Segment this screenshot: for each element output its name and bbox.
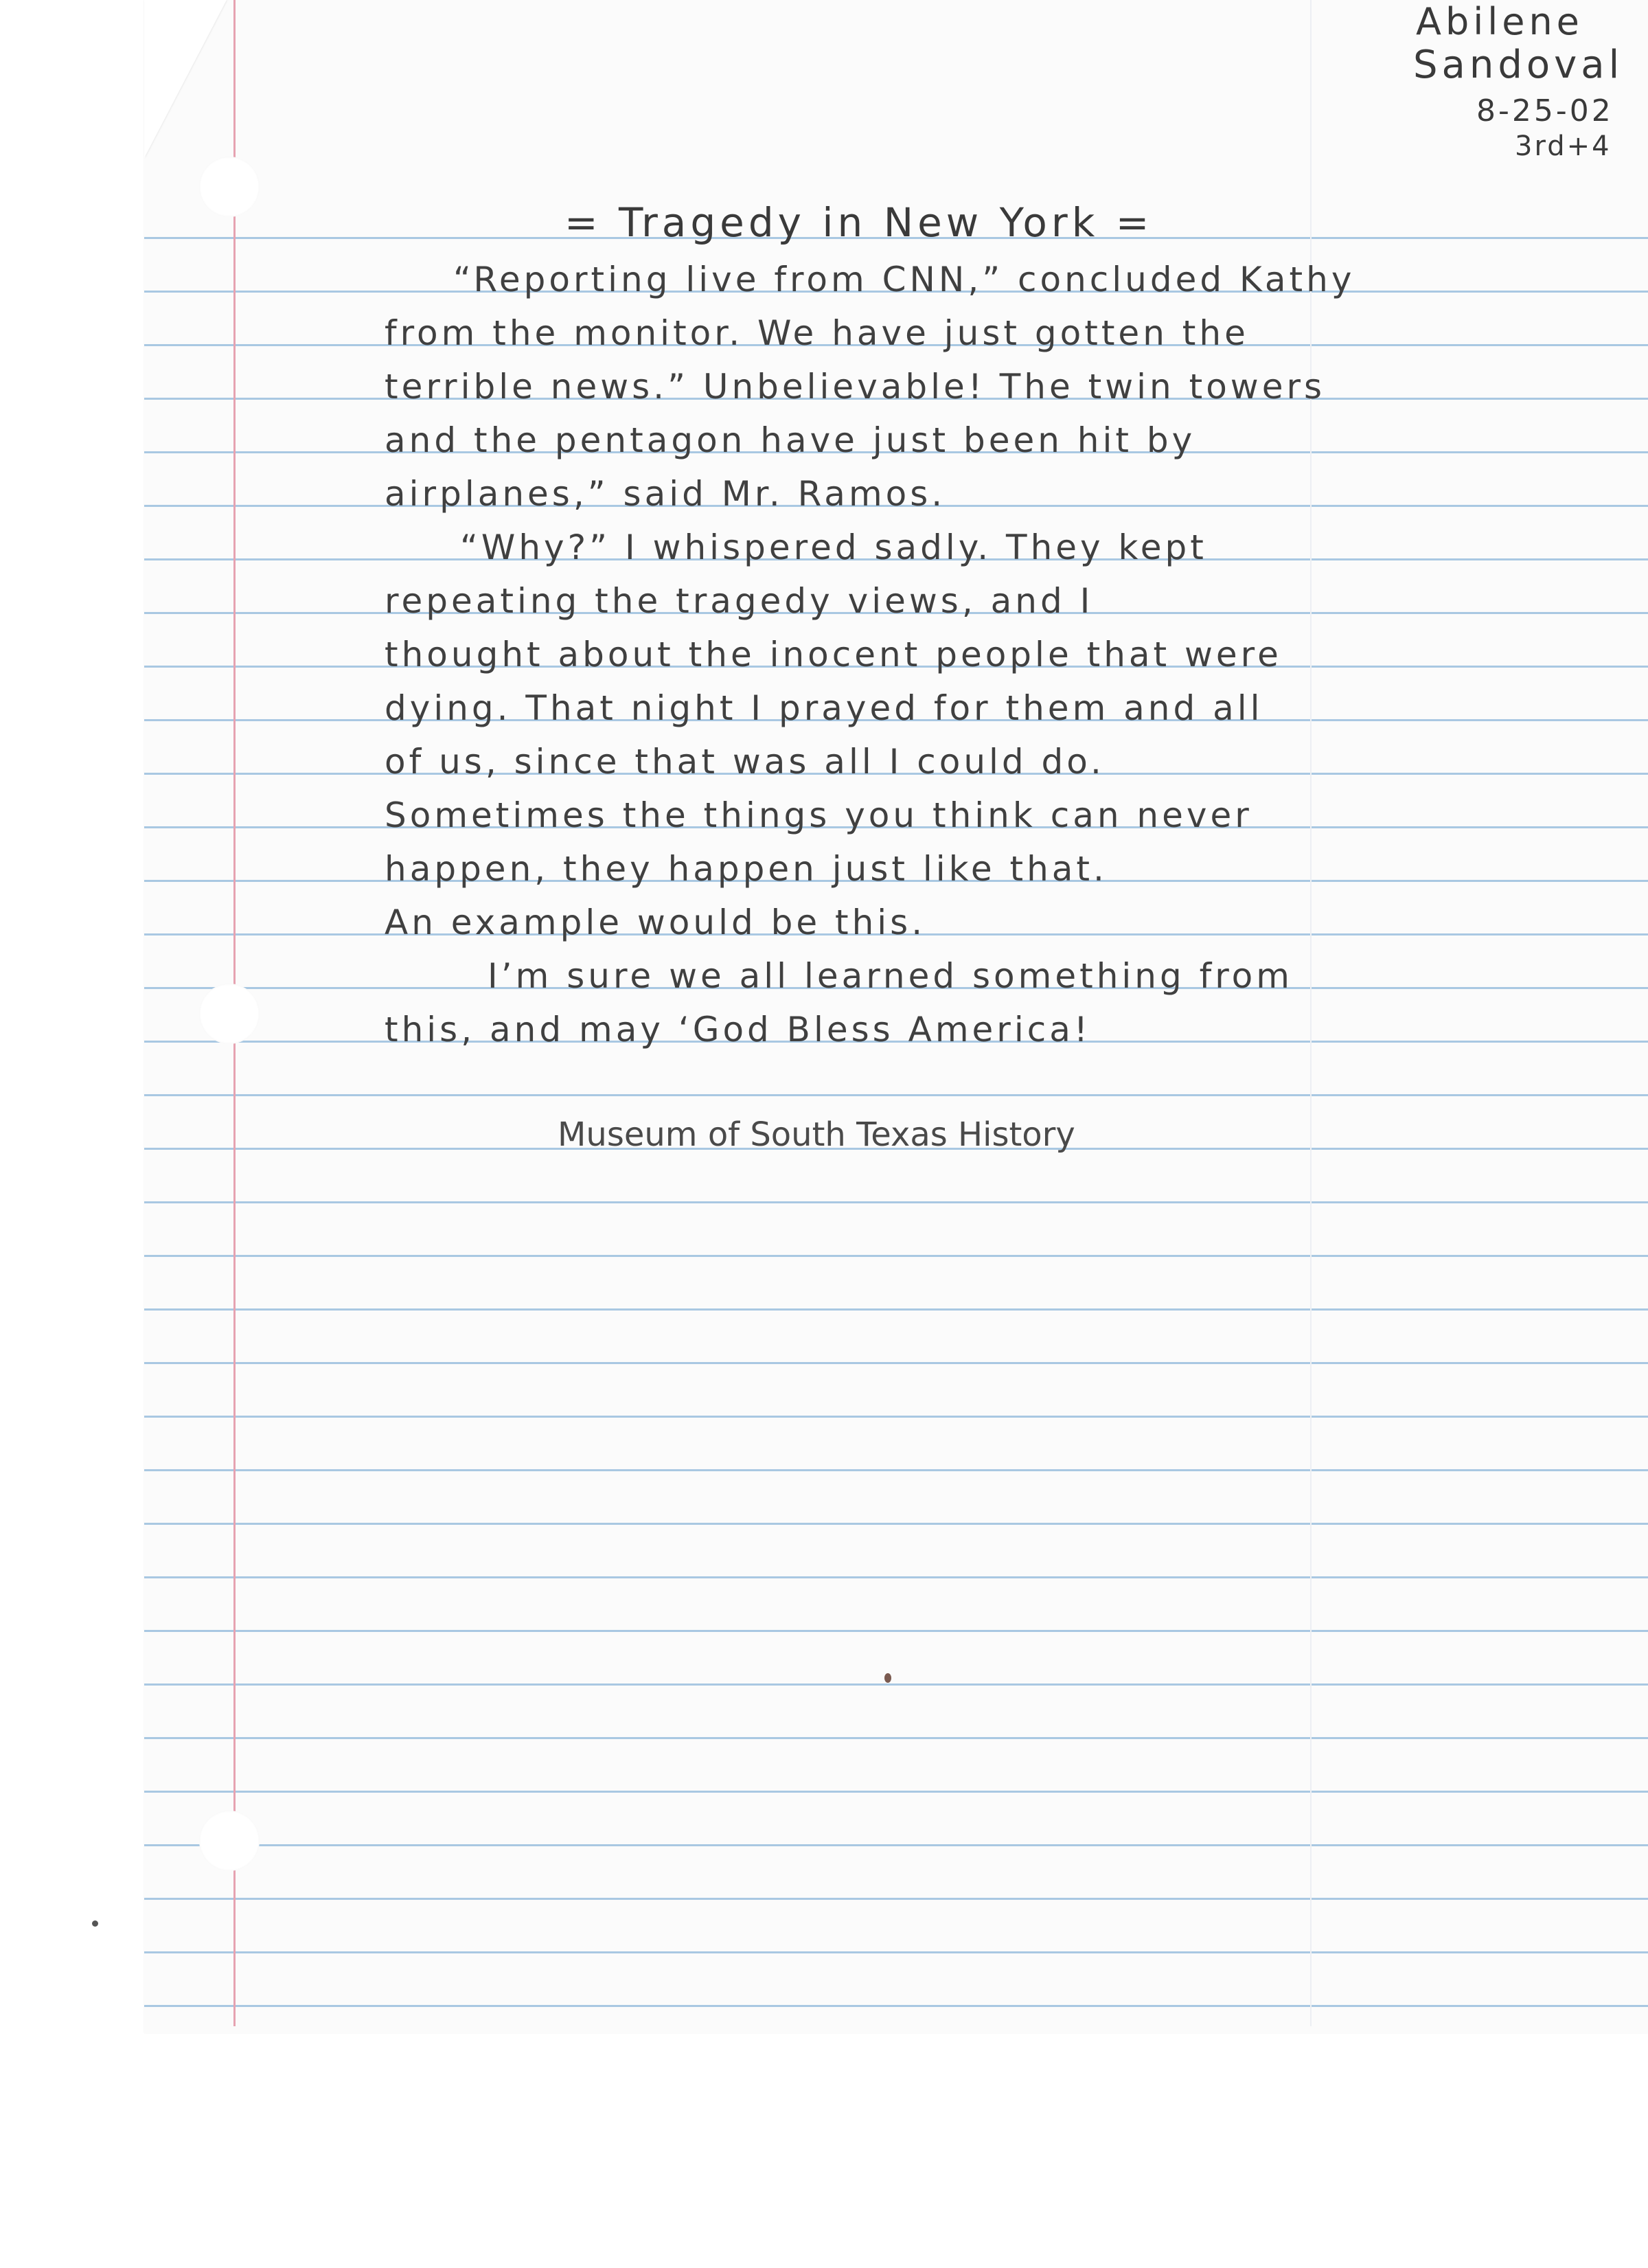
punch-hole-bottom [199,1811,260,1871]
essay-line: Sometimes the things you think can never [385,795,1252,835]
essay-line: terrible news.” Unbelievable! The twin towers [385,367,1326,407]
essay-line: happen, they happen just like that. [385,849,1108,889]
museum-watermark: Museum of South Texas History [558,1115,1075,1154]
essay-line: An example would be this. [385,903,926,942]
essay-title: = Tragedy in New York = [564,199,1154,246]
ink-mark [884,1673,891,1683]
folded-corner [144,0,227,158]
essay-line: “Why?” I whispered sadly. They kept [460,528,1207,567]
essay-line: dying. That night I prayed for them and all [385,688,1263,728]
essay-line: repeating the tragedy views, and I [385,581,1094,621]
essay-line: of us, since that was all I could do. [385,742,1105,782]
author-first-name: Abilene [1416,0,1583,43]
essay-line: from the monitor. We have just gotten the [385,313,1249,353]
date-written: 8-25-02 [1476,93,1614,128]
right-edge-line [1310,0,1312,2026]
essay-line: airplanes,” said Mr. Ramos. [385,474,946,514]
essay-line: and the pentagon have just been hit by [385,420,1196,460]
essay-line: “Reporting live from CNN,” concluded Kathy [453,260,1355,299]
essay-line: I’m sure we all learned something from [488,956,1293,996]
punch-hole-top [199,157,260,217]
class-period: 3rd+4 [1515,131,1612,162]
essay-line: thought about the inocent people that were [385,635,1282,674]
punch-hole-middle [199,984,260,1044]
author-last-name: Sandoval [1413,43,1624,87]
essay-line: this, and may ‘God Bless America! [385,1010,1091,1050]
scan-speck [92,1920,98,1927]
